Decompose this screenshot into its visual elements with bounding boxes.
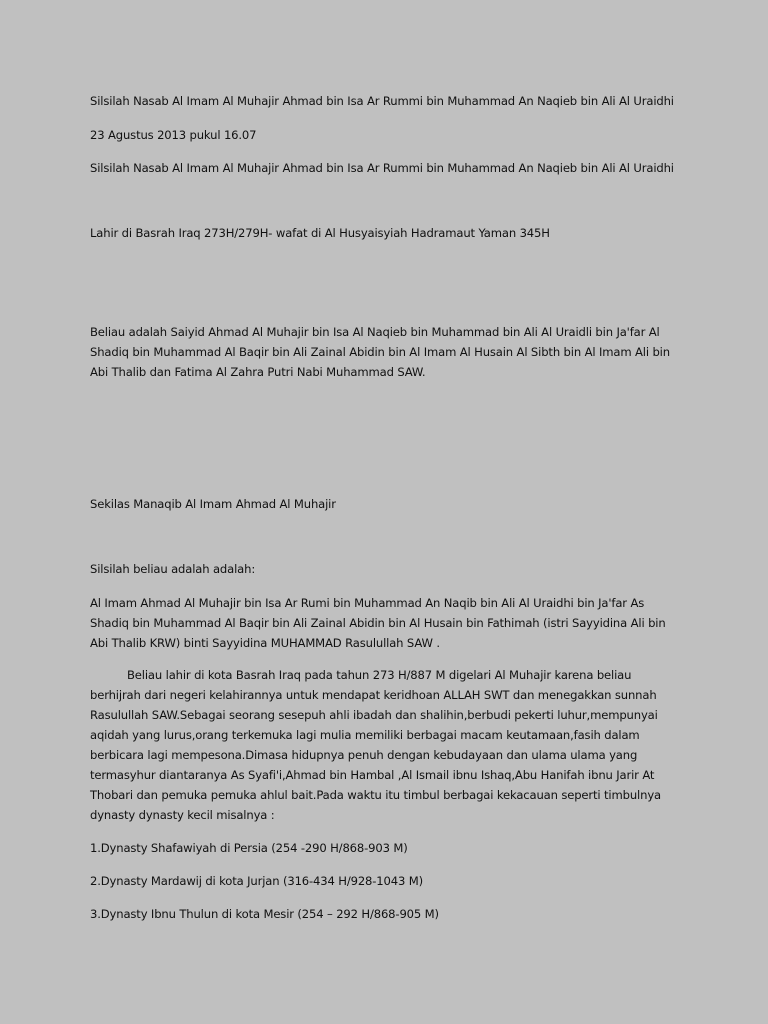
lineage-intro-paragraph: [90, 322, 690, 382]
manaqib-heading: Sekilas Manaqib Al Imam Ahmad Al Muhajir: [90, 497, 336, 511]
title-repeat: Silsilah Nasab Al Imam Al Muhajir Ahmad bin Isa Ar Rummi bin Muhammad An Naqieb bin Ali Al Uraidhi: [90, 161, 674, 175]
lineage-intro-line: Beliau adalah Saiyid Ahmad Al Muhajir bin Isa Al Naqieb bin Muhammad bin Ali Al Uraidli bin Ja'far Al: [90, 325, 660, 339]
biography-line: dynasty dynasty kecil misalnya :: [90, 808, 275, 822]
biography-line: Beliau lahir di kota Basrah Iraq pada tahun 273 H/887 M digelari Al Muhajir karena beliau: [127, 668, 632, 682]
silsilah-label: Silsilah beliau adalah adalah:: [90, 562, 256, 576]
biography-line: berhijrah dari negeri kelahirannya untuk mendapat keridhoan ALLAH SWT dan menegakkan sunnah: [90, 688, 657, 702]
biography-line: Rasulullah SAW.Sebagai seorang sesepuh ahli ibadah dan shalihin,berbudi pekerti luhur,mempunyai: [90, 708, 658, 722]
silsilah-paragraph: [90, 593, 690, 653]
silsilah-line: Abi Thalib KRW) binti Sayyidina MUHAMMAD Rasulullah SAW .: [90, 636, 440, 650]
biography-line: Thobari dan pemuka pemuka ahlul bait.Pada waktu itu timbul berbagai kekacauan seperti timbulnya: [90, 788, 661, 802]
biography-line: aqidah yang lurus,orang terkemuka lagi mulia memiliki berbagai macam keutamaan,fasih dalam: [90, 728, 640, 742]
lineage-intro-line: Abi Thalib dan Fatima Al Zahra Putri Nabi Muhammad SAW.: [90, 365, 426, 379]
biography-line: berbicara lagi mempesona.Dimasa hidupnya penuh dengan kebudayaan dan ulama ulama yang: [90, 748, 638, 762]
dynasty-item: 2.Dynasty Mardawij di kota Jurjan (316-434 H/928-1043 M): [90, 874, 423, 888]
document-title: Silsilah Nasab Al Imam Al Muhajir Ahmad bin Isa Ar Rummi bin Muhammad An Naqieb bin Ali Al Uraidhi: [90, 94, 674, 108]
silsilah-line: Shadiq bin Muhammad Al Baqir bin Ali Zainal Abidin bin Al Husain bin Fathimah (istri Sayyidina Ali bin: [90, 616, 666, 630]
birth-death-line: Lahir di Basrah Iraq 273H/279H- wafat di Al Husyaisyiah Hadramaut Yaman 345H: [90, 226, 550, 240]
post-date: 23 Agustus 2013 pukul 16.07: [90, 128, 257, 142]
lineage-intro-line: Shadiq bin Muhammad Al Baqir bin Ali Zainal Abidin bin Al Imam Al Husain Al Sibth bin Al Imam Ali bin: [90, 345, 670, 359]
biography-paragraph: [90, 665, 690, 825]
dynasty-item: 3.Dynasty Ibnu Thulun di kota Mesir (254 – 292 H/868-905 M): [90, 907, 439, 921]
biography-line: termasyhur diantaranya As Syafi'i,Ahmad bin Hambal ,Al Ismail ibnu Ishaq,Abu Hanifah ibnu Jarir At: [90, 768, 655, 782]
silsilah-line: Al Imam Ahmad Al Muhajir bin Isa Ar Rumi bin Muhammad An Naqib bin Ali Al Uraidhi bin Ja'far As: [90, 596, 645, 610]
dynasty-item: 1.Dynasty Shafawiyah di Persia (254 -290 H/868-903 M): [90, 841, 408, 855]
